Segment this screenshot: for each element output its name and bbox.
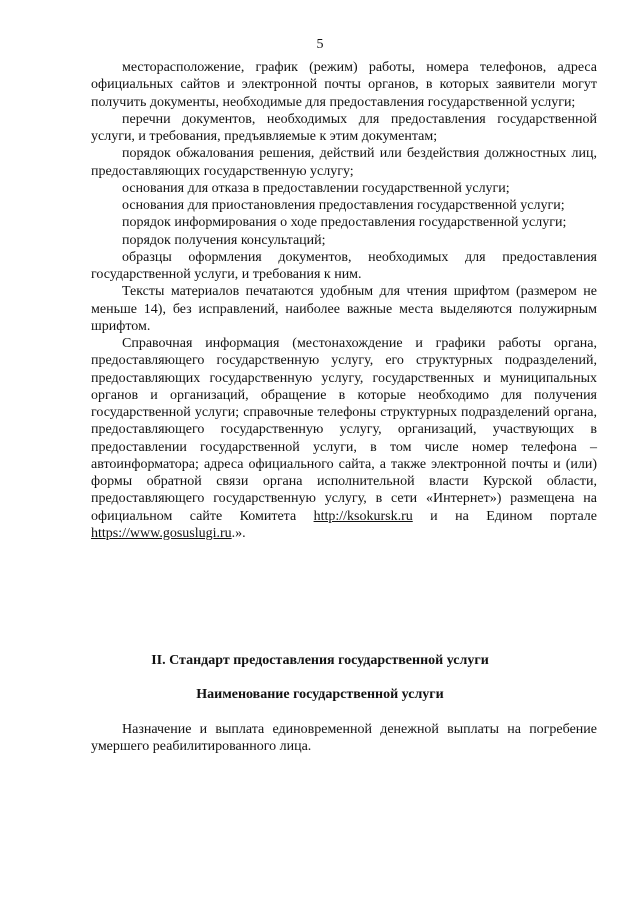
document-body: [91, 59, 597, 542]
service-name-heading: Наименование государственной услуги: [196, 687, 444, 702]
paragraph-document-samples: образцы оформления документов, необходимых для предоставления государственной услуги, и требования к ним.: [91, 249, 597, 282]
paragraph-text-materials: Тексты материалов печатаются удобным для чтения шрифтом (размером не меньше 14), без исправлений, наиболее важные места выделяются полужирным шрифтом.: [91, 284, 597, 334]
committee-site-link[interactable]: http://ksokursk.ru: [313, 508, 413, 524]
reference-info-end: .».: [231, 525, 246, 541]
section-heading: II. Стандарт предоставления государственной услуги: [151, 653, 489, 668]
reference-info-middle: и на Едином портале: [430, 508, 598, 524]
reference-info-text: Справочная информация (местонахождение и графики работы органа, предоставляющего государственную услугу, его структурных подразделений, предоставляющих государственную услугу, государственных и муниципальных органов и организаций, обращение в которые необходимо для получения государственной услуги; справочные телефоны структурных подразделений органа, предоставляющего государственную услугу, организаций, участвующих в предоставлении государственной услуги, в том числе номер телефона – автоинформатора; адреса официального сайта, а также электронной почты и (или) формы обратной связи органа исполнительной власти Курской области, предоставляющего государственную услугу, в сети «Интернет») размещена на официальном сайте Комитета: [91, 336, 597, 524]
paragraph-informing-procedure: порядок информирования о ходе предоставления государственной услуги;: [122, 215, 567, 231]
paragraph-appeal-procedure: порядок обжалования решения, действий или бездействия должностных лиц, предоставляющих государственную услугу;: [91, 146, 597, 179]
paragraph-location: месторасположение, график (режим) работы, номера телефонов, адреса официальных сайтов и электронной почты органов, в которых заявители могут получить документы, необходимые для предоставления государственной услуги;: [91, 60, 597, 110]
paragraph-suspension-grounds: основания для приостановления предоставления государственной услуги;: [122, 198, 565, 213]
service-name-section: [91, 721, 597, 756]
gosuslugi-portal-link[interactable]: https://www.gosuslugi.ru: [91, 525, 232, 541]
paragraph-document-lists: перечни документов, необходимых для предоставления государственной услуги, и требования, предъявляемые к этим документам;: [91, 111, 597, 144]
paragraph-consultations: порядок получения консультаций;: [122, 232, 326, 248]
paragraph-service-name: Назначение и выплата единовременной денежной выплаты на погребение умершего реабилитированного лица.: [91, 722, 597, 755]
paragraph-refusal-grounds: основания для отказа в предоставлении государственной услуги;: [122, 180, 510, 196]
page-number: 5: [316, 37, 324, 52]
paragraph-reference-info: [91, 335, 597, 542]
